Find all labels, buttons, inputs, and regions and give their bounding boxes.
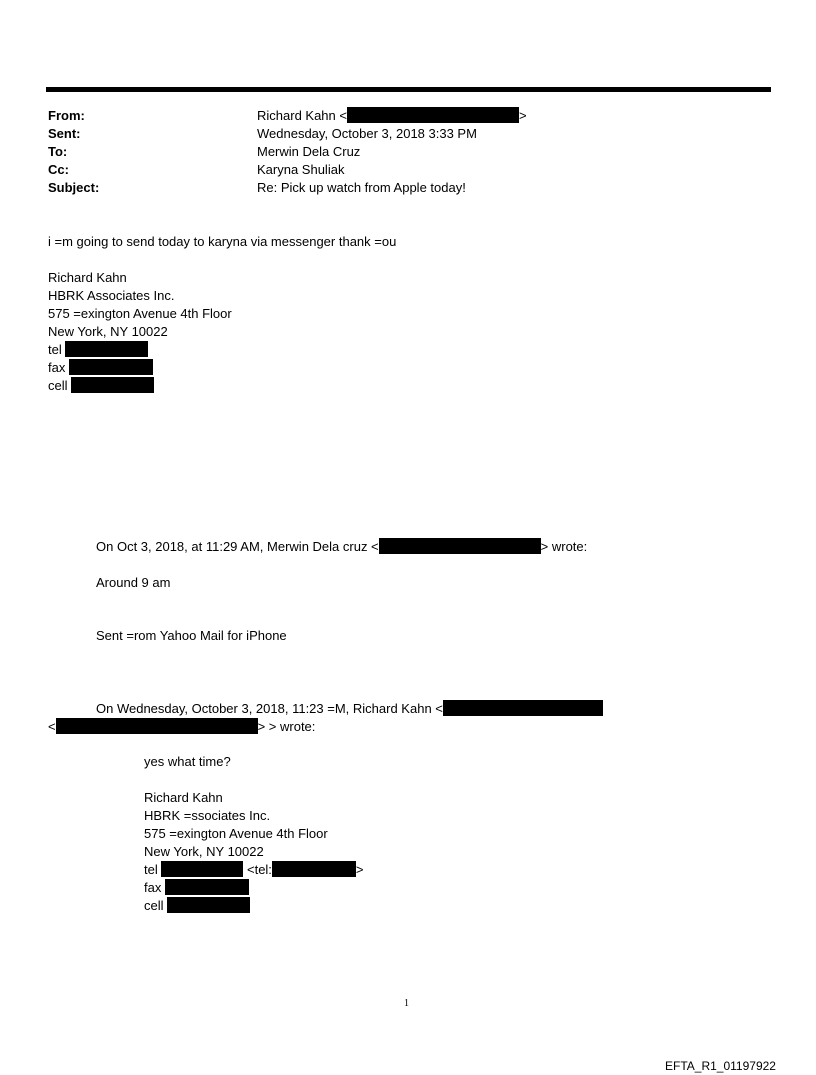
- redacted-block: [161, 861, 243, 877]
- q2-sig-city: New York, NY 10022: [144, 844, 264, 859]
- sent-label: Sent:: [48, 126, 81, 141]
- sig-company: HBRK Associates Inc.: [48, 288, 175, 303]
- q2-sig-name: Richard Kahn: [144, 790, 223, 805]
- subject-label: Subject:: [48, 180, 100, 195]
- quoted2-intro: On Wednesday, October 3, 2018, 11:23 =M, Richard Kahn <: [96, 700, 603, 718]
- quoted2-intro-line2: < > > wrote:: [48, 719, 316, 734]
- redacted-block: [71, 377, 154, 393]
- q2-sig-address: 575 =exington Avenue 4th Floor: [144, 826, 328, 841]
- redacted-block: [65, 341, 148, 357]
- sig-city: New York, NY 10022: [48, 324, 168, 339]
- from-label: From:: [48, 108, 85, 123]
- sig-fax: fax: [48, 359, 153, 377]
- redacted-block: [165, 879, 249, 895]
- redacted-block: [443, 700, 603, 716]
- body-message: i =m going to send today to karyna via messenger thank =ou: [48, 234, 397, 249]
- q2-sig-fax: fax: [144, 879, 249, 897]
- redacted-block: [167, 897, 250, 913]
- quoted1-intro: On Oct 3, 2018, at 11:29 AM, Merwin Dela cruz < > wrote:: [96, 539, 588, 554]
- header-divider: [46, 87, 771, 92]
- redacted-block: [69, 359, 153, 375]
- q2-sig-tel: tel <tel: >: [144, 862, 364, 877]
- quoted2-message: yes what time?: [144, 754, 231, 769]
- redacted-block: [347, 107, 519, 123]
- page-number: 1: [404, 998, 409, 1009]
- quoted1-message: Around 9 am: [96, 575, 171, 590]
- sig-address: 575 =exington Avenue 4th Floor: [48, 306, 232, 321]
- q2-sig-company: HBRK =ssociates Inc.: [144, 808, 271, 823]
- sent-value: Wednesday, October 3, 2018 3:33 PM: [257, 126, 477, 141]
- sig-name: Richard Kahn: [48, 270, 127, 285]
- redacted-block: [379, 538, 541, 554]
- redacted-block: [272, 861, 356, 877]
- from-value: Richard Kahn < >: [257, 108, 527, 123]
- cc-label: Cc:: [48, 162, 69, 177]
- subject-value: Re: Pick up watch from Apple today!: [257, 180, 466, 195]
- to-label: To:: [48, 144, 68, 159]
- sig-cell: cell: [48, 377, 154, 395]
- cc-value: Karyna Shuliak: [257, 162, 345, 177]
- sig-tel: tel: [48, 341, 148, 359]
- quoted1-sent-from: Sent =rom Yahoo Mail for iPhone: [96, 628, 287, 643]
- q2-sig-cell: cell: [144, 897, 250, 915]
- redacted-block: [56, 718, 258, 734]
- document-id: EFTA_R1_01197922: [665, 1059, 776, 1073]
- to-value: Merwin Dela Cruz: [257, 144, 361, 159]
